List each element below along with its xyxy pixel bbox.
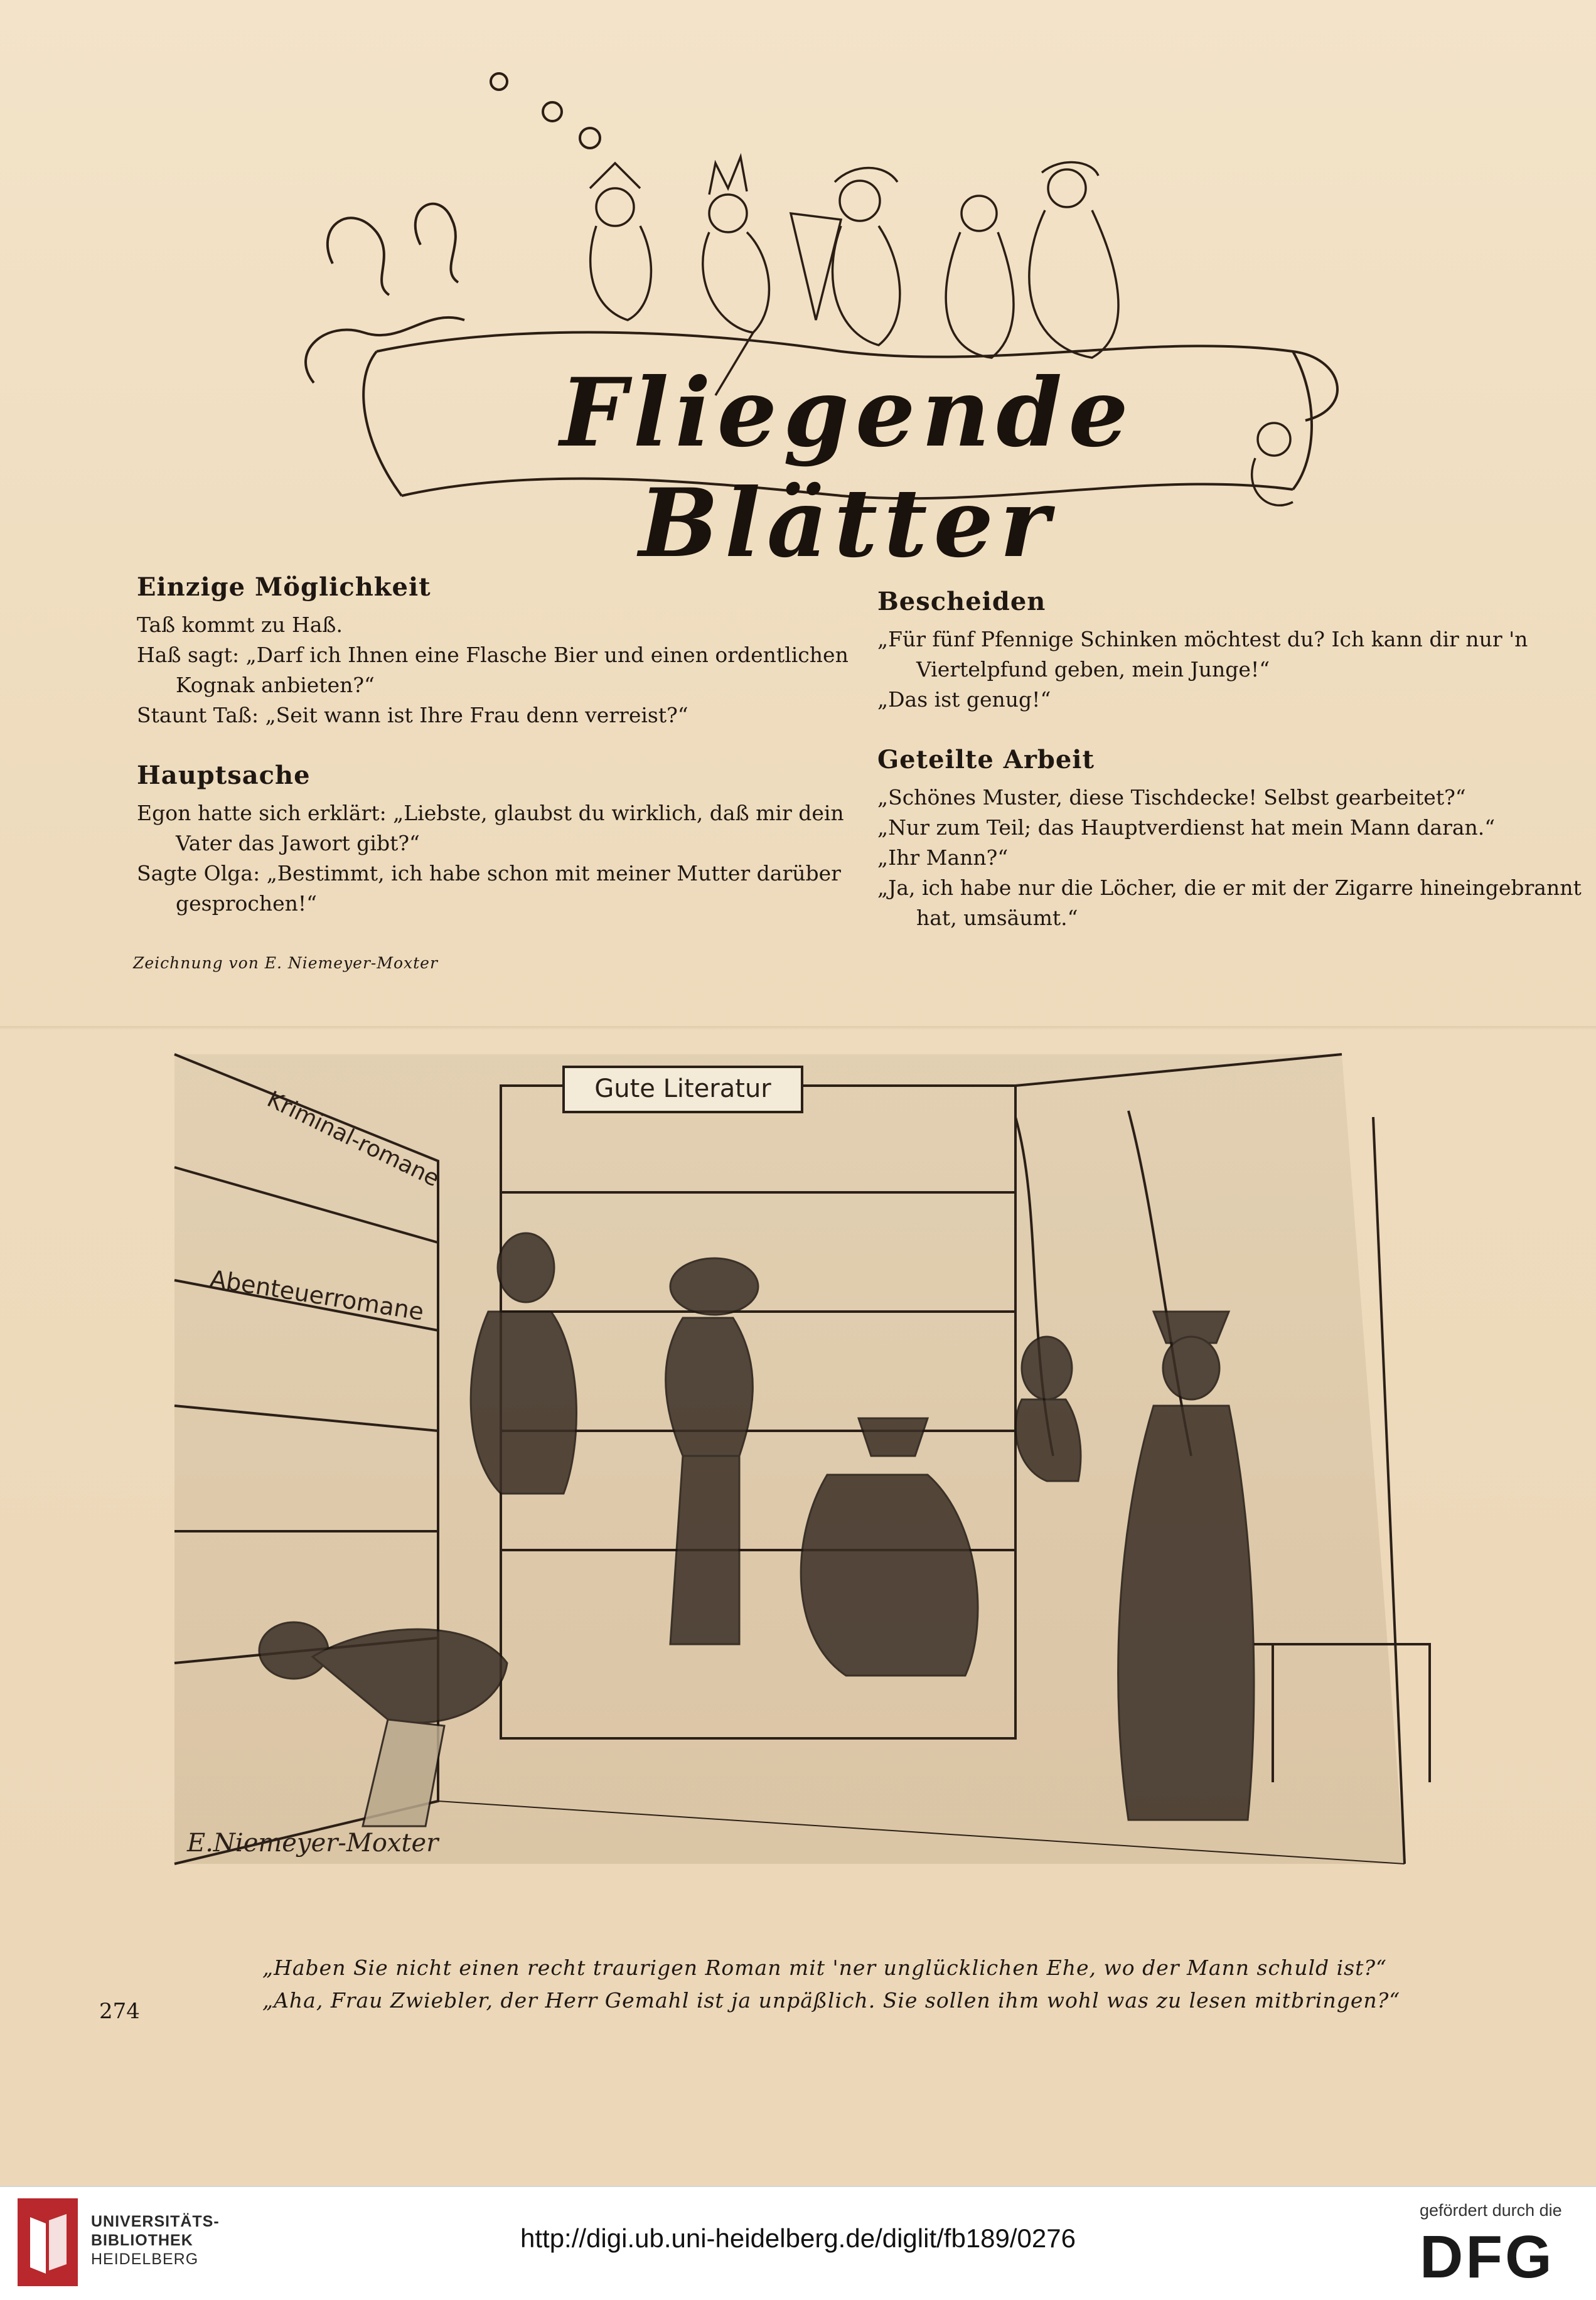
document-url-link[interactable]: http://digi.ub.uni-heidelberg.de/diglit/fb189/0276 [520,2223,1076,2253]
bookshop-drawing [149,1017,1480,1958]
cartoon-caption [262,1952,1455,2017]
joke-line: Sagte Olga: „Bestimmt, ich habe schon mit meiner Mutter darüber gesprochen!“ [137,861,841,916]
masthead-vignette [276,56,1393,579]
caption-line: „Haben Sie nicht einen recht traurigen Roman mit 'ner unglücklichen Ehe, wo der Mann schuld ist?“ [262,1955,1387,1980]
joke-einzige-moeglichkeit [137,572,852,730]
joke-line: „Ja, ich habe nur die Löcher, die er mit der Zigarre hineingebrannt hat, umsäumt.“ [877,875,1582,930]
right-column [877,587,1583,963]
joke-heading: Hauptsache [137,761,311,790]
sign-kriminalromane: Kriminal-romane [263,1086,444,1192]
joke-line: Egon hatte sich erklärt: „Liebste, glaubst du wirklich, daß mir dein Vater das Jawort gibt?“ [137,801,844,855]
joke-line: „Für fünf Pfennige Schinken möchtest du? Ich kann dir nur 'n Viertelpfund geben, mein Junge!“ [877,627,1528,682]
caption-line: „Aha, Frau Zwiebler, der Herr Gemahl ist ja unpäßlich. Sie sollen ihm wohl was zu lesen mitbringen?“ [262,1988,1401,2013]
joke-heading: Geteilte Arbeit [877,745,1095,774]
joke-line: „Ihr Mann?“ [877,845,1009,870]
joke-bescheiden [877,587,1583,715]
joke-line: „Nur zum Teil; das Hauptverdienst hat mein Mann daran.“ [877,815,1496,840]
joke-line: Taß kommt zu Haß. [137,612,343,637]
sign-abenteuerromane: Abenteuerromane [208,1265,426,1326]
footer-bar [0,2186,1596,2300]
uni-name-line3: HEIDELBERG [91,2250,199,2268]
joke-heading: Bescheiden [877,587,1046,616]
joke-geteilte-arbeit [877,745,1583,933]
uni-name-line1: UNIVERSITÄTS- [91,2213,220,2230]
uni-name-line2: BIBLIOTHEK [91,2232,193,2249]
left-column [137,572,852,949]
cartoon-illustration [149,1017,1480,1958]
masthead-title: Fliegende Blätter [560,358,1135,579]
joke-heading: Einzige Möglichkeit [137,572,431,602]
funded-by-label: gefördert durch die [1420,2201,1562,2220]
dfg-logo: DFG [1420,2223,1555,2291]
joke-line: Staunt Taß: „Seit wann ist Ihre Frau denn verreist?“ [137,703,688,727]
page-number: 274 [99,1999,140,2024]
joke-line: „Das ist genug!“ [877,687,1051,712]
joke-line: Haß sagt: „Darf ich Ihnen eine Flasche Bier und einen ordentlichen Kognak anbieten?“ [137,643,849,697]
sign-gute-literatur: Gute Literatur [594,1074,771,1103]
artist-signature: E.Niemeyer-Moxter [187,1829,439,1858]
joke-line: „Schönes Muster, diese Tischdecke! Selbst gearbeitet?“ [877,785,1466,810]
illustration-credit: Zeichnung von E. Niemeyer-Moxter [133,954,438,972]
joke-hauptsache [137,761,852,919]
